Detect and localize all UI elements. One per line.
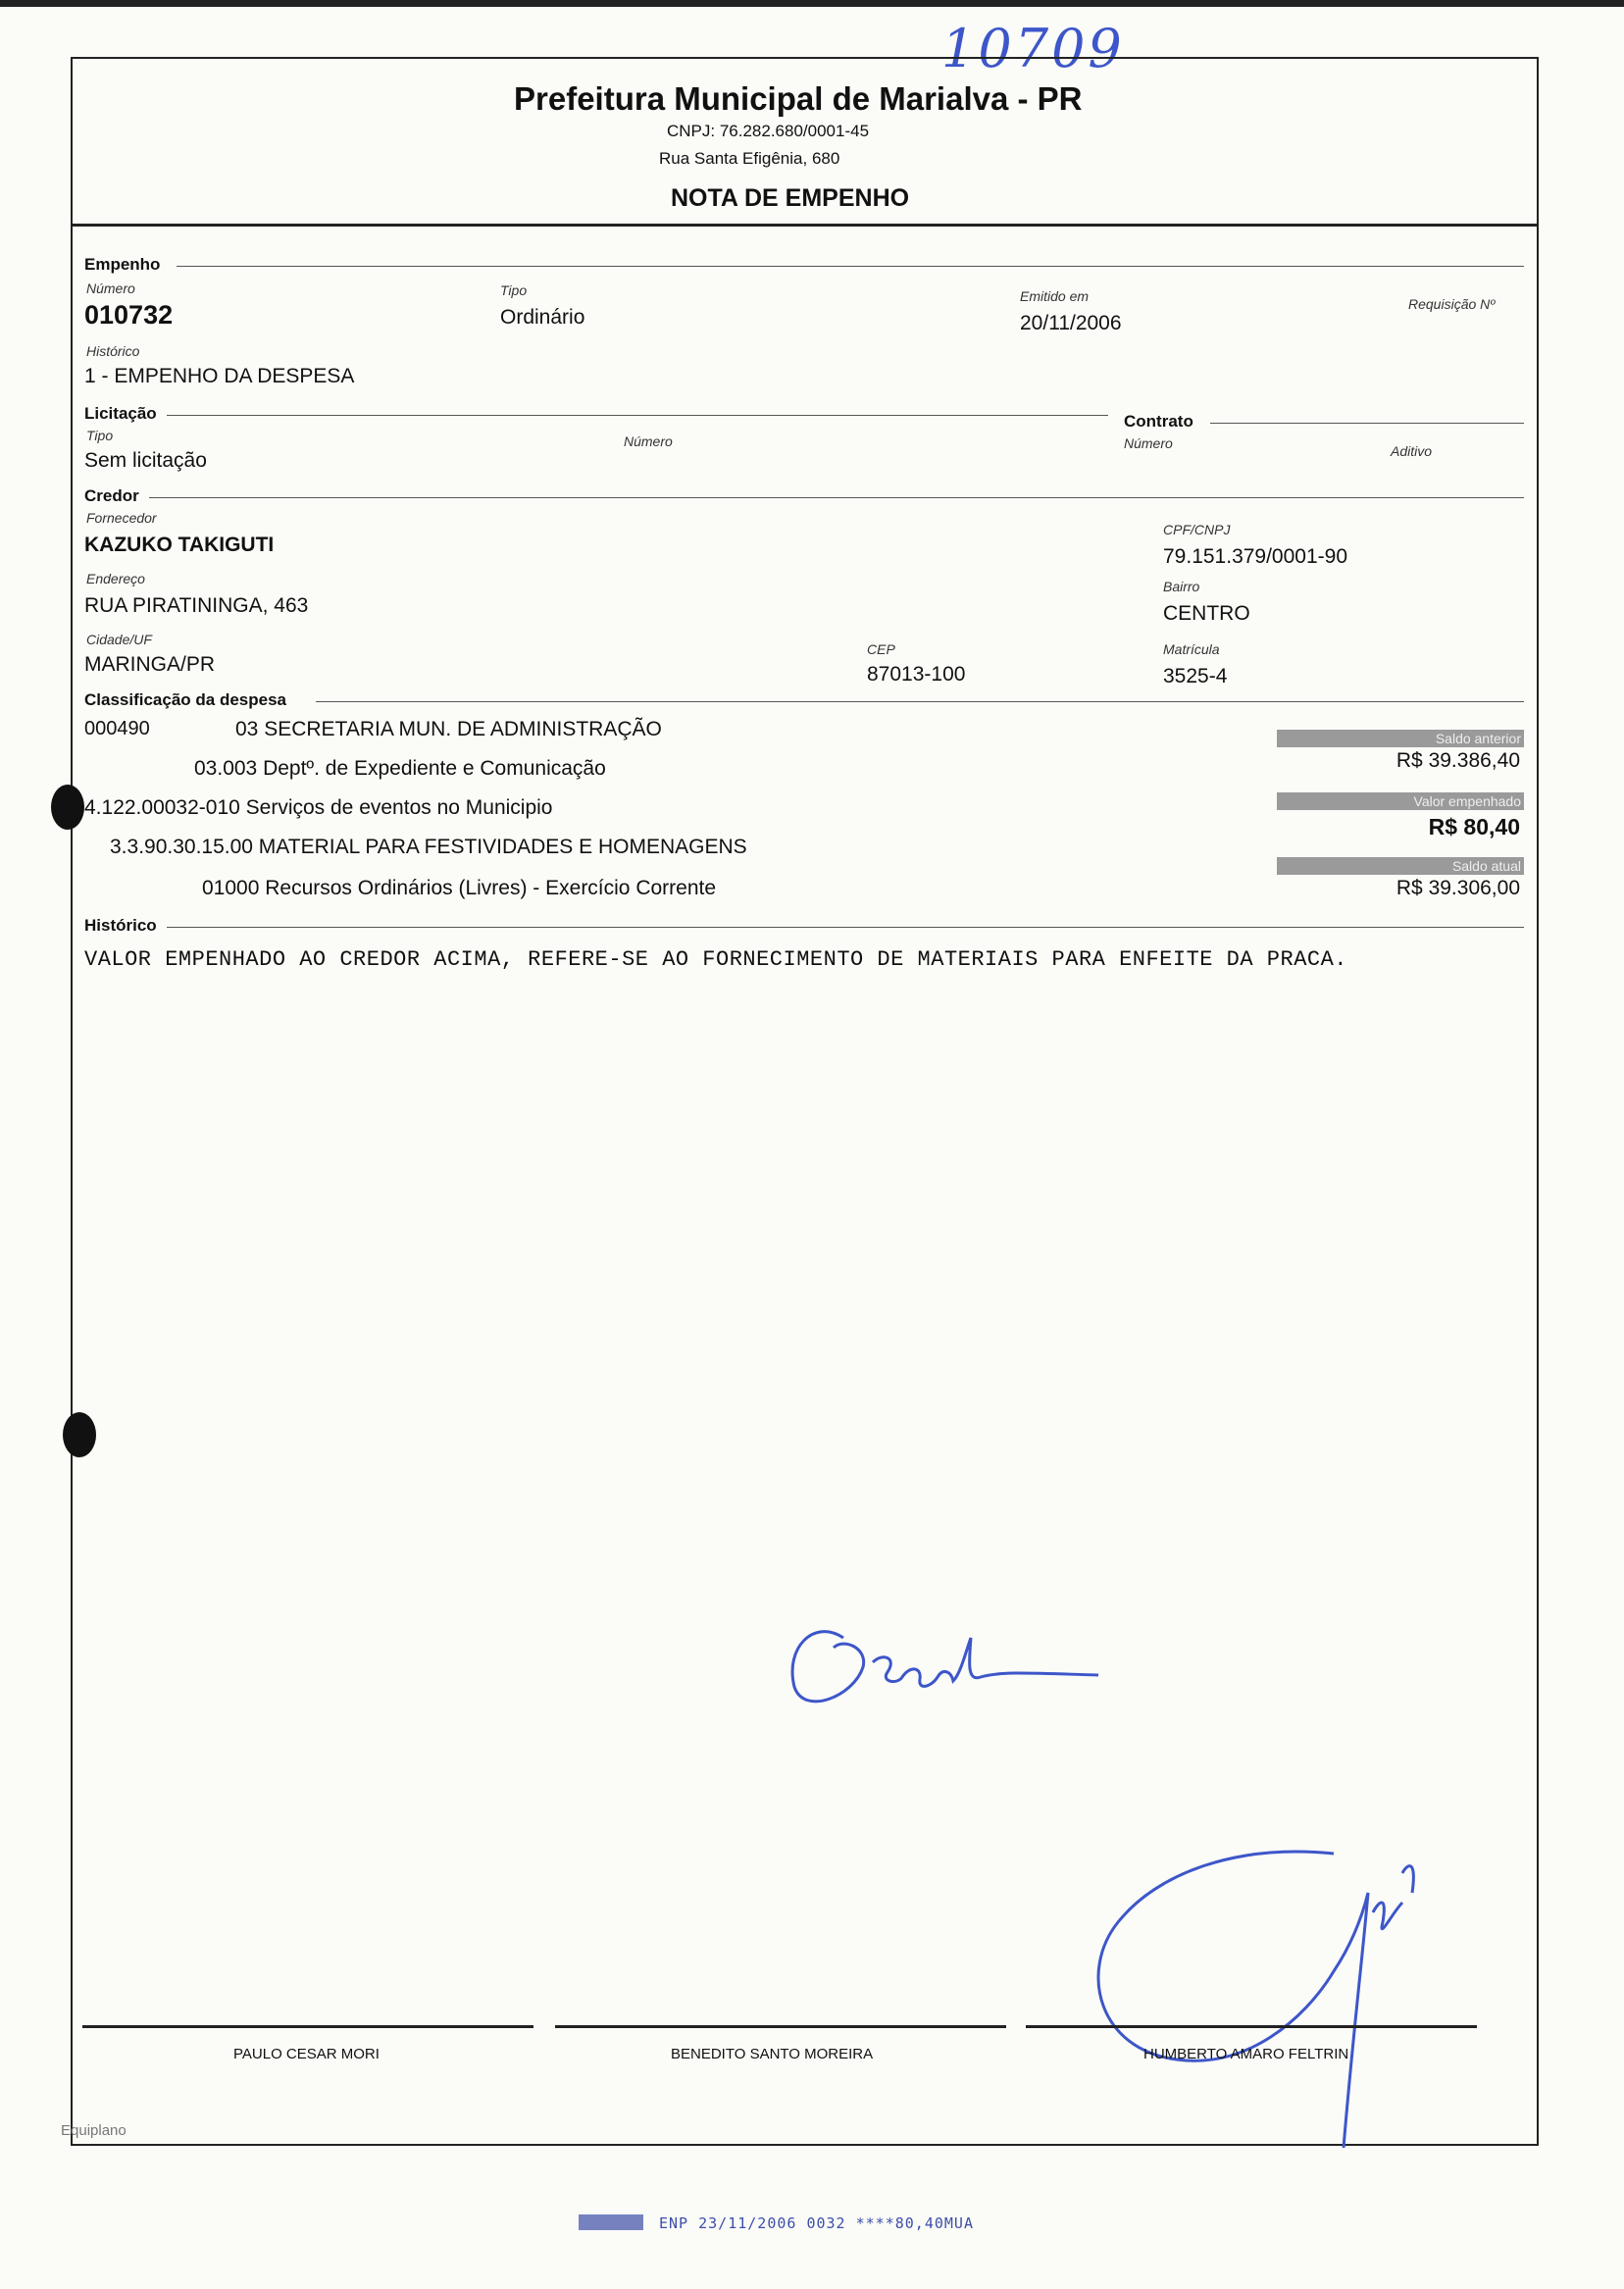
section-rule bbox=[167, 927, 1524, 928]
saldo-anterior-bar bbox=[1277, 730, 1524, 747]
classificacao-line-2: 03.003 Deptº. de Expediente e Comunicação bbox=[194, 757, 606, 780]
signature-name-3: HUMBERTO AMARO FELTRIN bbox=[1143, 2046, 1349, 2062]
bairro-label: Bairro bbox=[1163, 579, 1200, 594]
fornecedor-value: KAZUKO TAKIGUTI bbox=[84, 534, 275, 556]
historico-value: 1 - EMPENHO DA DESPESA bbox=[84, 365, 355, 387]
bairro-value: CENTRO bbox=[1163, 602, 1250, 625]
handwritten-signature-3 bbox=[1040, 1834, 1432, 2158]
cnpj-text: CNPJ: 76.282.680/0001-45 bbox=[667, 122, 870, 140]
signature-line-3 bbox=[1026, 2025, 1477, 2028]
section-rule bbox=[167, 415, 1108, 416]
valor-empenhado-value: R$ 80,40 bbox=[1428, 814, 1520, 839]
address-text: Rua Santa Efigênia, 680 bbox=[659, 149, 840, 168]
section-rule bbox=[1210, 423, 1524, 424]
licitacao-tipo-value: Sem licitação bbox=[84, 449, 207, 472]
signature-line-1 bbox=[82, 2025, 533, 2028]
cidade-label: Cidade/UF bbox=[86, 632, 152, 647]
signature-name-2: BENEDITO SANTO MOREIRA bbox=[671, 2046, 874, 2062]
section-contrato: Contrato bbox=[1124, 412, 1193, 431]
contrato-numero-label: Número bbox=[1124, 435, 1173, 451]
section-credor: Credor bbox=[84, 486, 139, 505]
valor-empenhado-label: Valor empenhado bbox=[1413, 793, 1521, 809]
section-historico: Histórico bbox=[84, 916, 157, 935]
licitacao-numero-label: Número bbox=[624, 433, 673, 449]
empenho-number: 010732 bbox=[84, 300, 174, 330]
classificacao-code: 000490 bbox=[84, 718, 150, 739]
scan-top-edge bbox=[0, 0, 1624, 7]
saldo-anterior-value: R$ 39.386,40 bbox=[1396, 749, 1520, 772]
header-divider bbox=[73, 224, 1538, 227]
endereco-value: RUA PIRATININGA, 463 bbox=[84, 594, 309, 617]
punch-hole bbox=[51, 785, 84, 830]
cep-value: 87013-100 bbox=[867, 663, 966, 686]
stamp-mark bbox=[579, 2214, 643, 2230]
signature-line-2 bbox=[555, 2025, 1006, 2028]
tipo-value: Ordinário bbox=[500, 306, 585, 329]
tipo-label: Tipo bbox=[500, 282, 528, 298]
section-rule bbox=[316, 701, 1524, 702]
mechanical-stamp: ENP 23/11/2006 0032 ****80,40MUA bbox=[659, 2214, 974, 2232]
saldo-atual-label: Saldo atual bbox=[1451, 858, 1521, 874]
section-licitacao: Licitação bbox=[84, 404, 157, 423]
matricula-label: Matrícula bbox=[1163, 641, 1220, 657]
saldo-anterior-label: Saldo anterior bbox=[1435, 731, 1521, 746]
punch-hole bbox=[63, 1412, 96, 1457]
page-title: Prefeitura Municipal de Marialva - PR bbox=[514, 80, 1083, 117]
handwritten-signature-1 bbox=[775, 1608, 1128, 1726]
handwritten-protocol-number: 10709 bbox=[941, 18, 1125, 79]
emitido-label: Emitido em bbox=[1020, 288, 1090, 304]
historico-text: VALOR EMPENHADO AO CREDOR ACIMA, REFERE-SE AO FORNECIMENTO DE MATERIAIS PARA ENFEITE DA PRACA. bbox=[84, 947, 1348, 972]
historico-label: Histórico bbox=[86, 343, 140, 359]
section-rule bbox=[177, 266, 1524, 267]
document-title: NOTA DE EMPENHO bbox=[671, 184, 910, 212]
requisicao-label: Requisição Nº bbox=[1408, 296, 1496, 312]
signature-name-1: PAULO CESAR MORI bbox=[233, 2046, 380, 2062]
endereco-label: Endereço bbox=[86, 571, 145, 586]
cep-label: CEP bbox=[867, 641, 895, 657]
equiplano-brand: Equiplano bbox=[61, 2122, 127, 2139]
classificacao-line-3: 4.122.00032-010 Serviços de eventos no Municipio bbox=[84, 796, 553, 819]
emitido-value: 20/11/2006 bbox=[1020, 312, 1122, 334]
valor-empenhado-bar bbox=[1277, 792, 1524, 810]
section-rule bbox=[149, 497, 1524, 498]
classificacao-line-1: 03 SECRETARIA MUN. DE ADMINISTRAÇÃO bbox=[235, 718, 662, 740]
fornecedor-label: Fornecedor bbox=[86, 510, 157, 526]
classificacao-line-4: 3.3.90.30.15.00 MATERIAL PARA FESTIVIDADES E HOMENAGENS bbox=[110, 836, 747, 858]
numero-label: Número bbox=[86, 280, 135, 296]
saldo-atual-value: R$ 39.306,00 bbox=[1396, 877, 1520, 899]
classificacao-line-5: 01000 Recursos Ordinários (Livres) - Exercício Corrente bbox=[202, 877, 717, 899]
licitacao-tipo-label: Tipo bbox=[86, 428, 114, 443]
section-empenho: Empenho bbox=[84, 255, 161, 274]
matricula-value: 3525-4 bbox=[1163, 665, 1228, 687]
cpf-label: CPF/CNPJ bbox=[1163, 522, 1231, 537]
saldo-atual-bar bbox=[1277, 857, 1524, 875]
cpf-value: 79.151.379/0001-90 bbox=[1163, 545, 1348, 568]
contrato-aditivo-label: Aditivo bbox=[1391, 443, 1433, 459]
section-classificacao: Classificação da despesa bbox=[84, 690, 287, 709]
cidade-value: MARINGA/PR bbox=[84, 653, 216, 676]
